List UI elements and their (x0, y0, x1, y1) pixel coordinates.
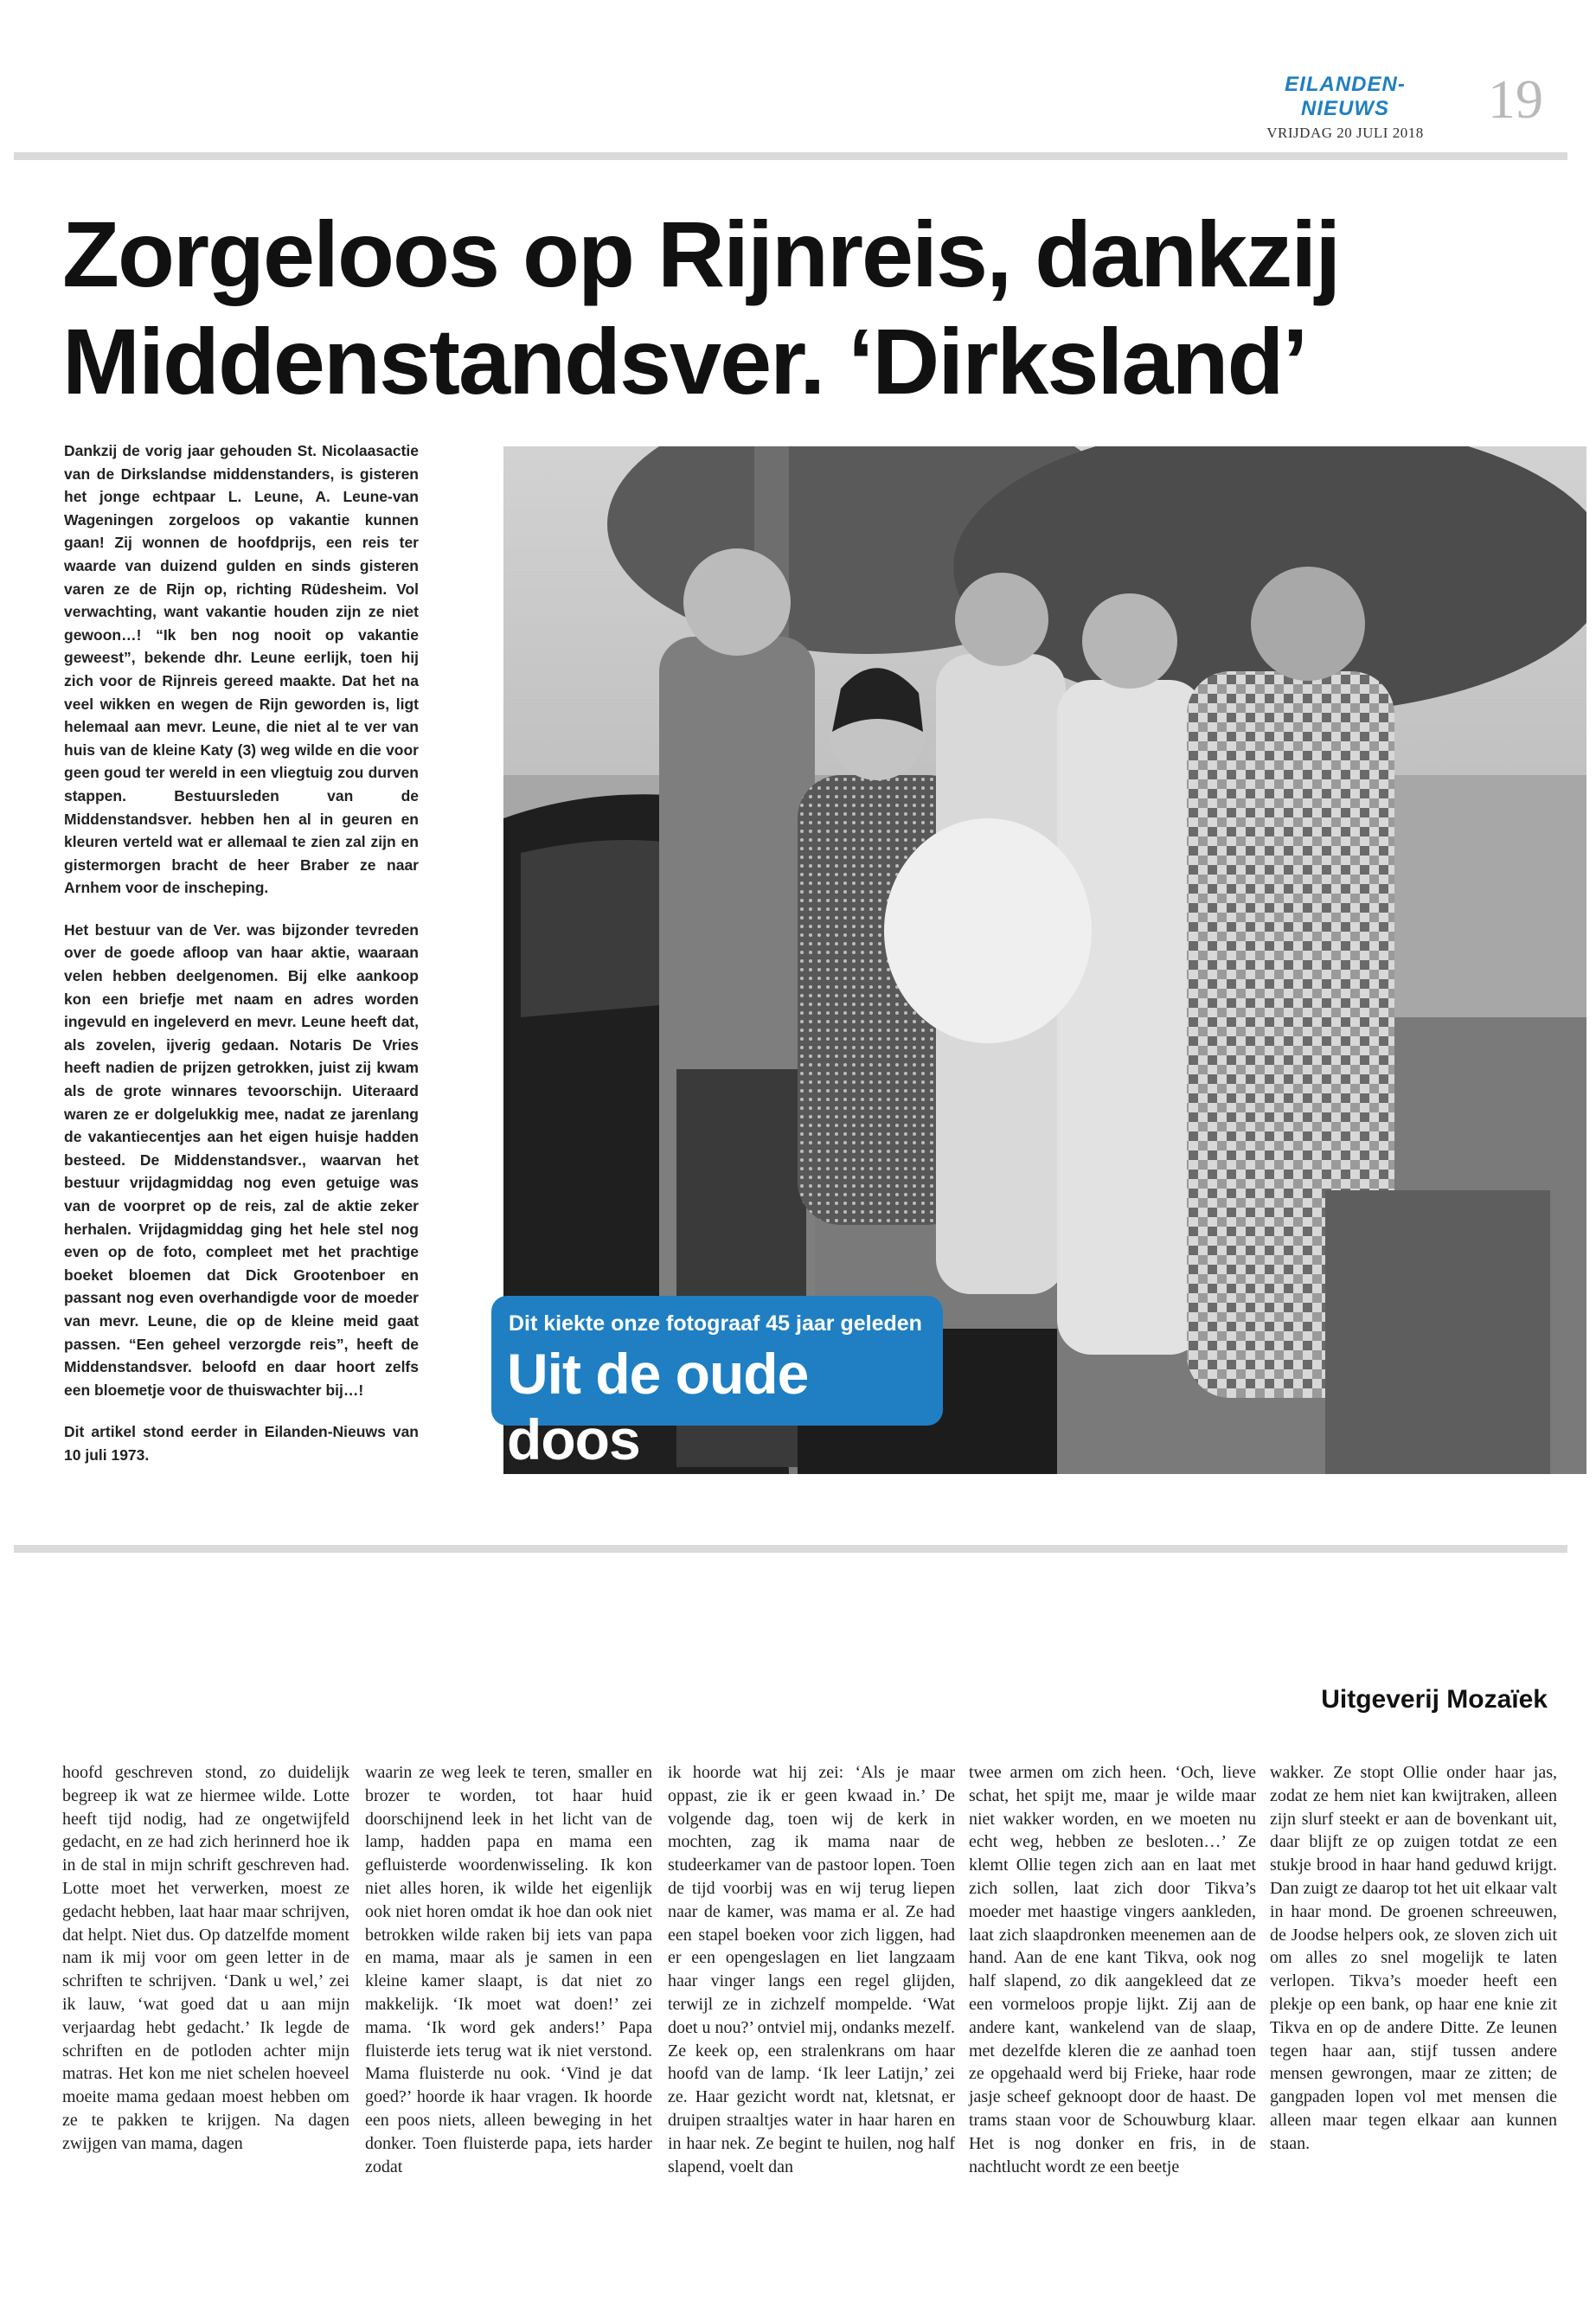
column-text: ik hoorde wat hij zei: ‘Als je maar oppast, zie ik er geen kwaad in.’ De volgende dag, toen wij de kerk in mochten, zag ik mama naar de studeerkamer van de pastoor lopen. Toen de tijd voorbij was en wij terug liepen naar de kamer, was mama er al. Ze had een stapel boeken voor zich liggen, had er een opengeslagen en liet langzaam haar vinger langs een regel glijden, terwijl ze in zichzelf mompelde. ‘Wat doet u nou?’ ontviel mij, ondanks mezelf. Ze keek op, een stralenkrans om haar hoofd van de lamp. ‘Ik leer Latijn,’ zei ze. Haar gezicht wordt nat, kletsnat, er druipen straaltjes water in haar haren en in haar nek. Ze begint te huilen, nog half slapend, voelt dan (668, 1763, 955, 2176)
serial-column-2 (365, 1761, 652, 2178)
column-text: wakker. Ze stopt Ollie onder haar jas, zodat ze hem niet kan kwijtraken, alleen zijn slurf steekt er aan de bovenkant uit, daar blijft ze op zuigen totdat ze een stukje brood in haar hand geduwd krijgt. Dan zuigt ze daarop tot het uit elkaar valt in haar mond. De groenen schreeuwen, de Joodse helpers ook, ze sloven zich uit om alles zo snel mogelijk te laten verlopen. Tikva’s moeder heeft een plekje op een bank, op haar ene knie zit Tikva en op de andere Ditte. Ze leunen tegen haar aan, stijf tussen andere mensen gewrongen, maar ze zitten; de gangpaden lopen vol met mensen die alleen maar tegen elkaar aan kunnen staan. (1270, 1763, 1557, 2153)
headline-line-1: Zorgeloos op Rijnreis, dankzij (62, 202, 1340, 306)
article-paragraph: Het bestuur van de Ver. was bijzonder tevreden over de goede afloop van haar aktie, waaraan velen hebben deelgenomen. Bij elke aankoop kon een briefje met naam en adres worden ingevuld en ingeleverd en mevr. Leune heeft dat, als zovelen, ijverig gedaan. Notaris De Vries heeft nadien de prijzen getrokken, juist zij kwam als de grote winnares tevoorschijn. Uiteraard waren ze er dolgelukkig mee, nadat ze jarenlang de vakantiecentjes aan het eigen huisje hadden besteed. De Middenstandsver., waarvan het bestuur vrijdagmiddag nog even getuige was van de voorpret op de reis, zal de aktie zeker herhalen. Vrijdagmiddag ging het hele stel nog even op de foto, compleet met het prachtige boeket bloemen dat Dick Grootenboer en passant nog even overhandigde voor de moeder van mevr. Leune, die op de kleine meid gaat passen. “Een geheel verzorgde reis”, heeft de Middenstandsver. beloofd en daar hoort zelfs een bloemetje voor de thuiswachter bij…! (64, 920, 419, 1399)
masthead (1246, 73, 1445, 142)
serial-column-4 (969, 1761, 1256, 2178)
serial-column-1 (62, 1761, 349, 2156)
publisher-name: Uitgeverij Mozaïek (1321, 1685, 1548, 1714)
serial-column-3 (668, 1761, 955, 2178)
page-number: 19 (1488, 68, 1543, 130)
issue-date: VRIJDAG 20 JULI 2018 (1266, 125, 1424, 141)
section-divider (14, 1545, 1567, 1553)
newspaper-brand: EILANDEN-NIEUWS (1285, 73, 1406, 120)
photo-caption-box (491, 1296, 943, 1471)
headline-line-2: Middenstandsver. ‘Dirksland’ (62, 309, 1307, 413)
top-divider (14, 152, 1567, 160)
serial-column-5 (1270, 1761, 1557, 2156)
article-source-note: Dit artikel stond eerder in Eilanden-Nieuws van 10 juli 1973. (64, 1423, 419, 1464)
caption-title: Uit de oude doos (507, 1342, 809, 1471)
column-text: hoofd geschreven stond, zo duidelijk begreep ik wat ze hiermee wilde. Lotte heeft tijd nodig, had ze ongetwijfeld gedacht, en ze had zich herinnerd hoe ik in de stal in mijn schrift geschreven had. Lotte moet het verwerken, moest ze gedacht hebben, laat haar maar schrijven, dat helpt. Niet dus. Op datzelfde moment nam ik mij voor om geen letter in de schriften te schrijven. ‘Dank u wel,’ zei ik lauw, ‘wat goed dat u aan mijn verjaardag hebt gedacht.’ Ik legde de schriften en de potloden achter mijn matras. Het kon me niet schelen hoeveel moeite mama gedaan moest hebben om ze te pakken te krijgen. Na dagen zwijgen van mama, dagen (62, 1763, 349, 2153)
article-paragraph: Dankzij de vorig jaar gehouden St. Nicolaasactie van de Dirkslandse middenstanders, is gisteren het jonge echtpaar L. Leune, A. Leune-van Wageningen zorgeloos op vakantie kunnen gaan! Zij wonnen de hoofdprijs, een reis ter waarde van duizend gulden en sinds gisteren varen ze de Rijn op, richting Rüdesheim. Vol verwachting, want vakantie houden zijn ze niet gewoon…! “Ik ben nog nooit op vakantie geweest”, bekende dhr. Leune eerlijk, toen hij zich voor de Rijnreis gereed maakte. Dat het na veel wikken en wegen de Rijn geworden is, ligt helemaal aan mevr. Leune, die niet al te ver van huis van de kleine Katy (3) weg wilde en die voor geen goud ter wereld in een vliegtuig zou durven stappen. Bestuursleden van de Middenstandsver. hebben hen al in geuren en kleuren verteld wat er allemaal te zien zal zijn en gistermorgen bracht de heer Braber ze naar Arnhem voor de inscheping. (64, 442, 419, 897)
serial-story-columns (62, 1761, 1557, 2280)
article-headline (62, 201, 1360, 415)
column-text: waarin ze weg leek te teren, smaller en brozer te worden, tot haar huid doorschijnend leek in het licht van de lamp, hadden papa en mama een gefluisterde woordenwisseling. Ik kon niet alles horen, ik wilde het eigenlijk ook niet horen omdat ik hoe dan ook niet betrokken wilde raken bij iets van papa en mama, maar als je samen in een kleine kamer slaapt, is dat niet zo makkelijk. ‘Ik moet wat doen!’ zei mama. ‘Ik word gek anders!’ Papa fluisterde iets terug wat ik niet verstond. Mama fluisterde nu ook. ‘Vind je dat goed?’ hoorde ik haar vragen. Ik hoorde een poos niets, alleen beweging in het donker. Toen fluisterde papa, iets harder zodat (365, 1763, 652, 2176)
column-text: twee armen om zich heen. ‘Och, lieve schat, het spijt me, maar je wilde maar niet wakker worden, en we moeten nu echt weg, hebben ze besloten…’ Ze klemt Ollie tegen zich aan en laat met zich sollen, laat zich door Tikva’s moeder met haastige vingers aankleden, laat zich slaapdronken meenemen aan de hand. Aan de ene kant Tikva, ook nog half slapend, zo dik aangekleed dat ze een vormeloos propje lijkt. Zij aan de andere kant, wankelend van de slaap, met dezelfde kleren die ze aanhad toen ze opgehaald werd bij Frieke, haar rode jasje scheef geknoopt door de haast. De trams staan voor de Schouwburg klaar. Het is nog donker en fris, in de nachtlucht wordt ze een beetje (969, 1763, 1256, 2176)
article-body (64, 439, 419, 1486)
caption-kicker: Dit kiekte onze fotograaf 45 jaar geleden (509, 1311, 922, 1336)
